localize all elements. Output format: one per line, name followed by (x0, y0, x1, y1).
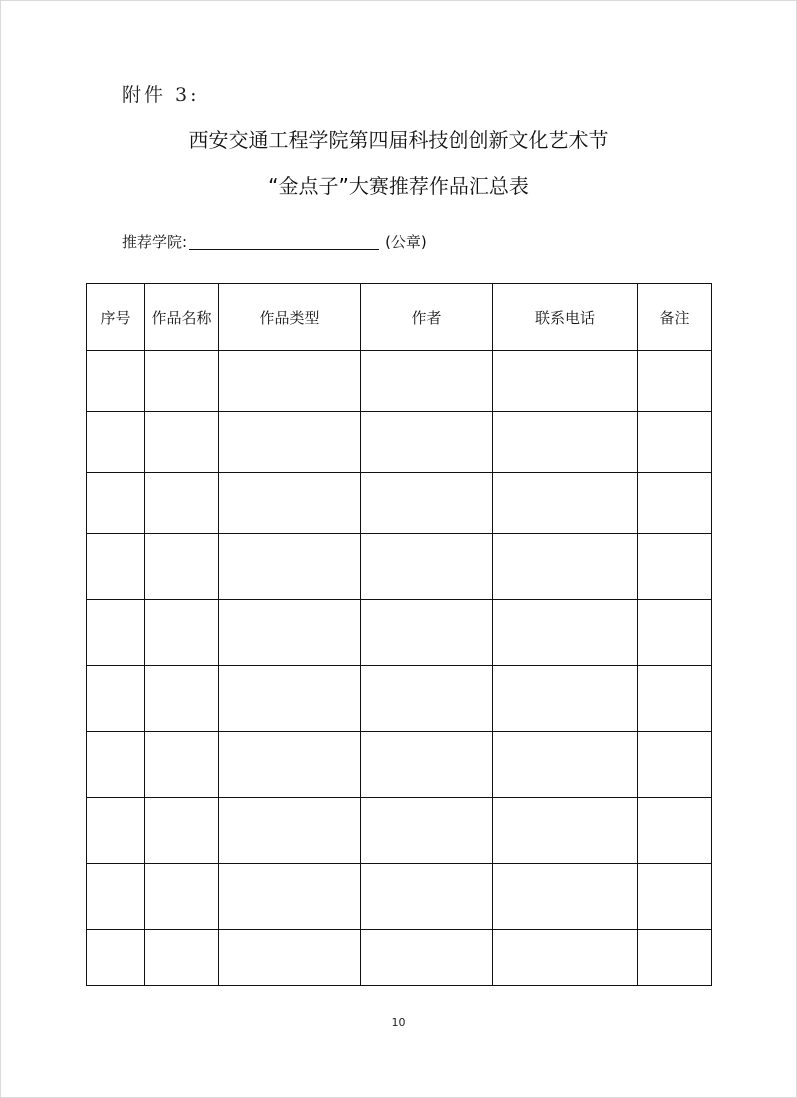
table-row (87, 732, 712, 798)
cell-author[interactable] (361, 473, 493, 534)
table-row (87, 534, 712, 600)
cell-author[interactable] (361, 600, 493, 666)
table-row (87, 351, 712, 412)
cell-work-type[interactable] (219, 351, 361, 412)
cell-phone[interactable] (493, 930, 638, 986)
cell-author[interactable] (361, 930, 493, 986)
cell-author[interactable] (361, 666, 493, 732)
cell-notes[interactable] (638, 351, 712, 412)
cell-index[interactable] (87, 412, 145, 473)
cell-work-name[interactable] (145, 798, 219, 864)
header-author: 作者 (361, 284, 493, 351)
cell-phone[interactable] (493, 864, 638, 930)
recommend-label: 推荐学院: (122, 233, 188, 251)
table-body (87, 351, 712, 986)
cell-work-name[interactable] (145, 600, 219, 666)
header-notes: 备注 (638, 284, 712, 351)
cell-phone[interactable] (493, 534, 638, 600)
cell-author[interactable] (361, 798, 493, 864)
cell-work-name[interactable] (145, 864, 219, 930)
cell-notes[interactable] (638, 732, 712, 798)
cell-phone[interactable] (493, 732, 638, 798)
cell-notes[interactable] (638, 600, 712, 666)
college-blank-line[interactable] (189, 233, 379, 250)
cell-work-type[interactable] (219, 930, 361, 986)
header-index: 序号 (87, 284, 145, 351)
cell-index[interactable] (87, 473, 145, 534)
cell-phone[interactable] (493, 798, 638, 864)
header-row (87, 284, 712, 351)
cell-work-type[interactable] (219, 864, 361, 930)
title-line-1: 西安交通工程学院第四届科技创创新文化艺术节 (188, 128, 609, 152)
cell-work-type[interactable] (219, 412, 361, 473)
cell-work-name[interactable] (145, 732, 219, 798)
table-row (87, 864, 712, 930)
cell-phone[interactable] (493, 473, 638, 534)
cell-notes[interactable] (638, 473, 712, 534)
cell-phone[interactable] (493, 351, 638, 412)
table-row (87, 412, 712, 473)
cell-author[interactable] (361, 412, 493, 473)
summary-table (86, 283, 712, 986)
attachment-label: 附件 3: (122, 84, 200, 106)
cell-author[interactable] (361, 864, 493, 930)
cell-phone[interactable] (493, 600, 638, 666)
page-number: 10 (391, 1016, 406, 1029)
recommend-college-row (122, 231, 427, 252)
cell-work-type[interactable] (219, 600, 361, 666)
cell-index[interactable] (87, 930, 145, 986)
title-line-2: “金点子”大赛推荐作品汇总表 (268, 174, 529, 198)
cell-index[interactable] (87, 666, 145, 732)
table-row (87, 666, 712, 732)
seal-label: (公章) (385, 233, 427, 251)
cell-index[interactable] (87, 600, 145, 666)
cell-phone[interactable] (493, 412, 638, 473)
cell-phone[interactable] (493, 666, 638, 732)
cell-work-name[interactable] (145, 930, 219, 986)
cell-work-type[interactable] (219, 473, 361, 534)
cell-work-name[interactable] (145, 351, 219, 412)
table-row (87, 473, 712, 534)
cell-work-name[interactable] (145, 473, 219, 534)
cell-notes[interactable] (638, 930, 712, 986)
cell-work-name[interactable] (145, 534, 219, 600)
cell-index[interactable] (87, 534, 145, 600)
header-work-name: 作品名称 (145, 284, 219, 351)
cell-author[interactable] (361, 732, 493, 798)
cell-index[interactable] (87, 864, 145, 930)
table-row (87, 600, 712, 666)
cell-notes[interactable] (638, 412, 712, 473)
cell-work-type[interactable] (219, 534, 361, 600)
cell-work-name[interactable] (145, 666, 219, 732)
cell-work-type[interactable] (219, 732, 361, 798)
cell-work-name[interactable] (145, 412, 219, 473)
cell-author[interactable] (361, 534, 493, 600)
cell-work-type[interactable] (219, 798, 361, 864)
cell-index[interactable] (87, 798, 145, 864)
cell-notes[interactable] (638, 534, 712, 600)
header-work-type: 作品类型 (219, 284, 361, 351)
cell-index[interactable] (87, 351, 145, 412)
cell-index[interactable] (87, 732, 145, 798)
cell-author[interactable] (361, 351, 493, 412)
header-phone: 联系电话 (493, 284, 638, 351)
cell-notes[interactable] (638, 798, 712, 864)
cell-notes[interactable] (638, 864, 712, 930)
table-row (87, 798, 712, 864)
table-row (87, 930, 712, 986)
cell-work-type[interactable] (219, 666, 361, 732)
cell-notes[interactable] (638, 666, 712, 732)
